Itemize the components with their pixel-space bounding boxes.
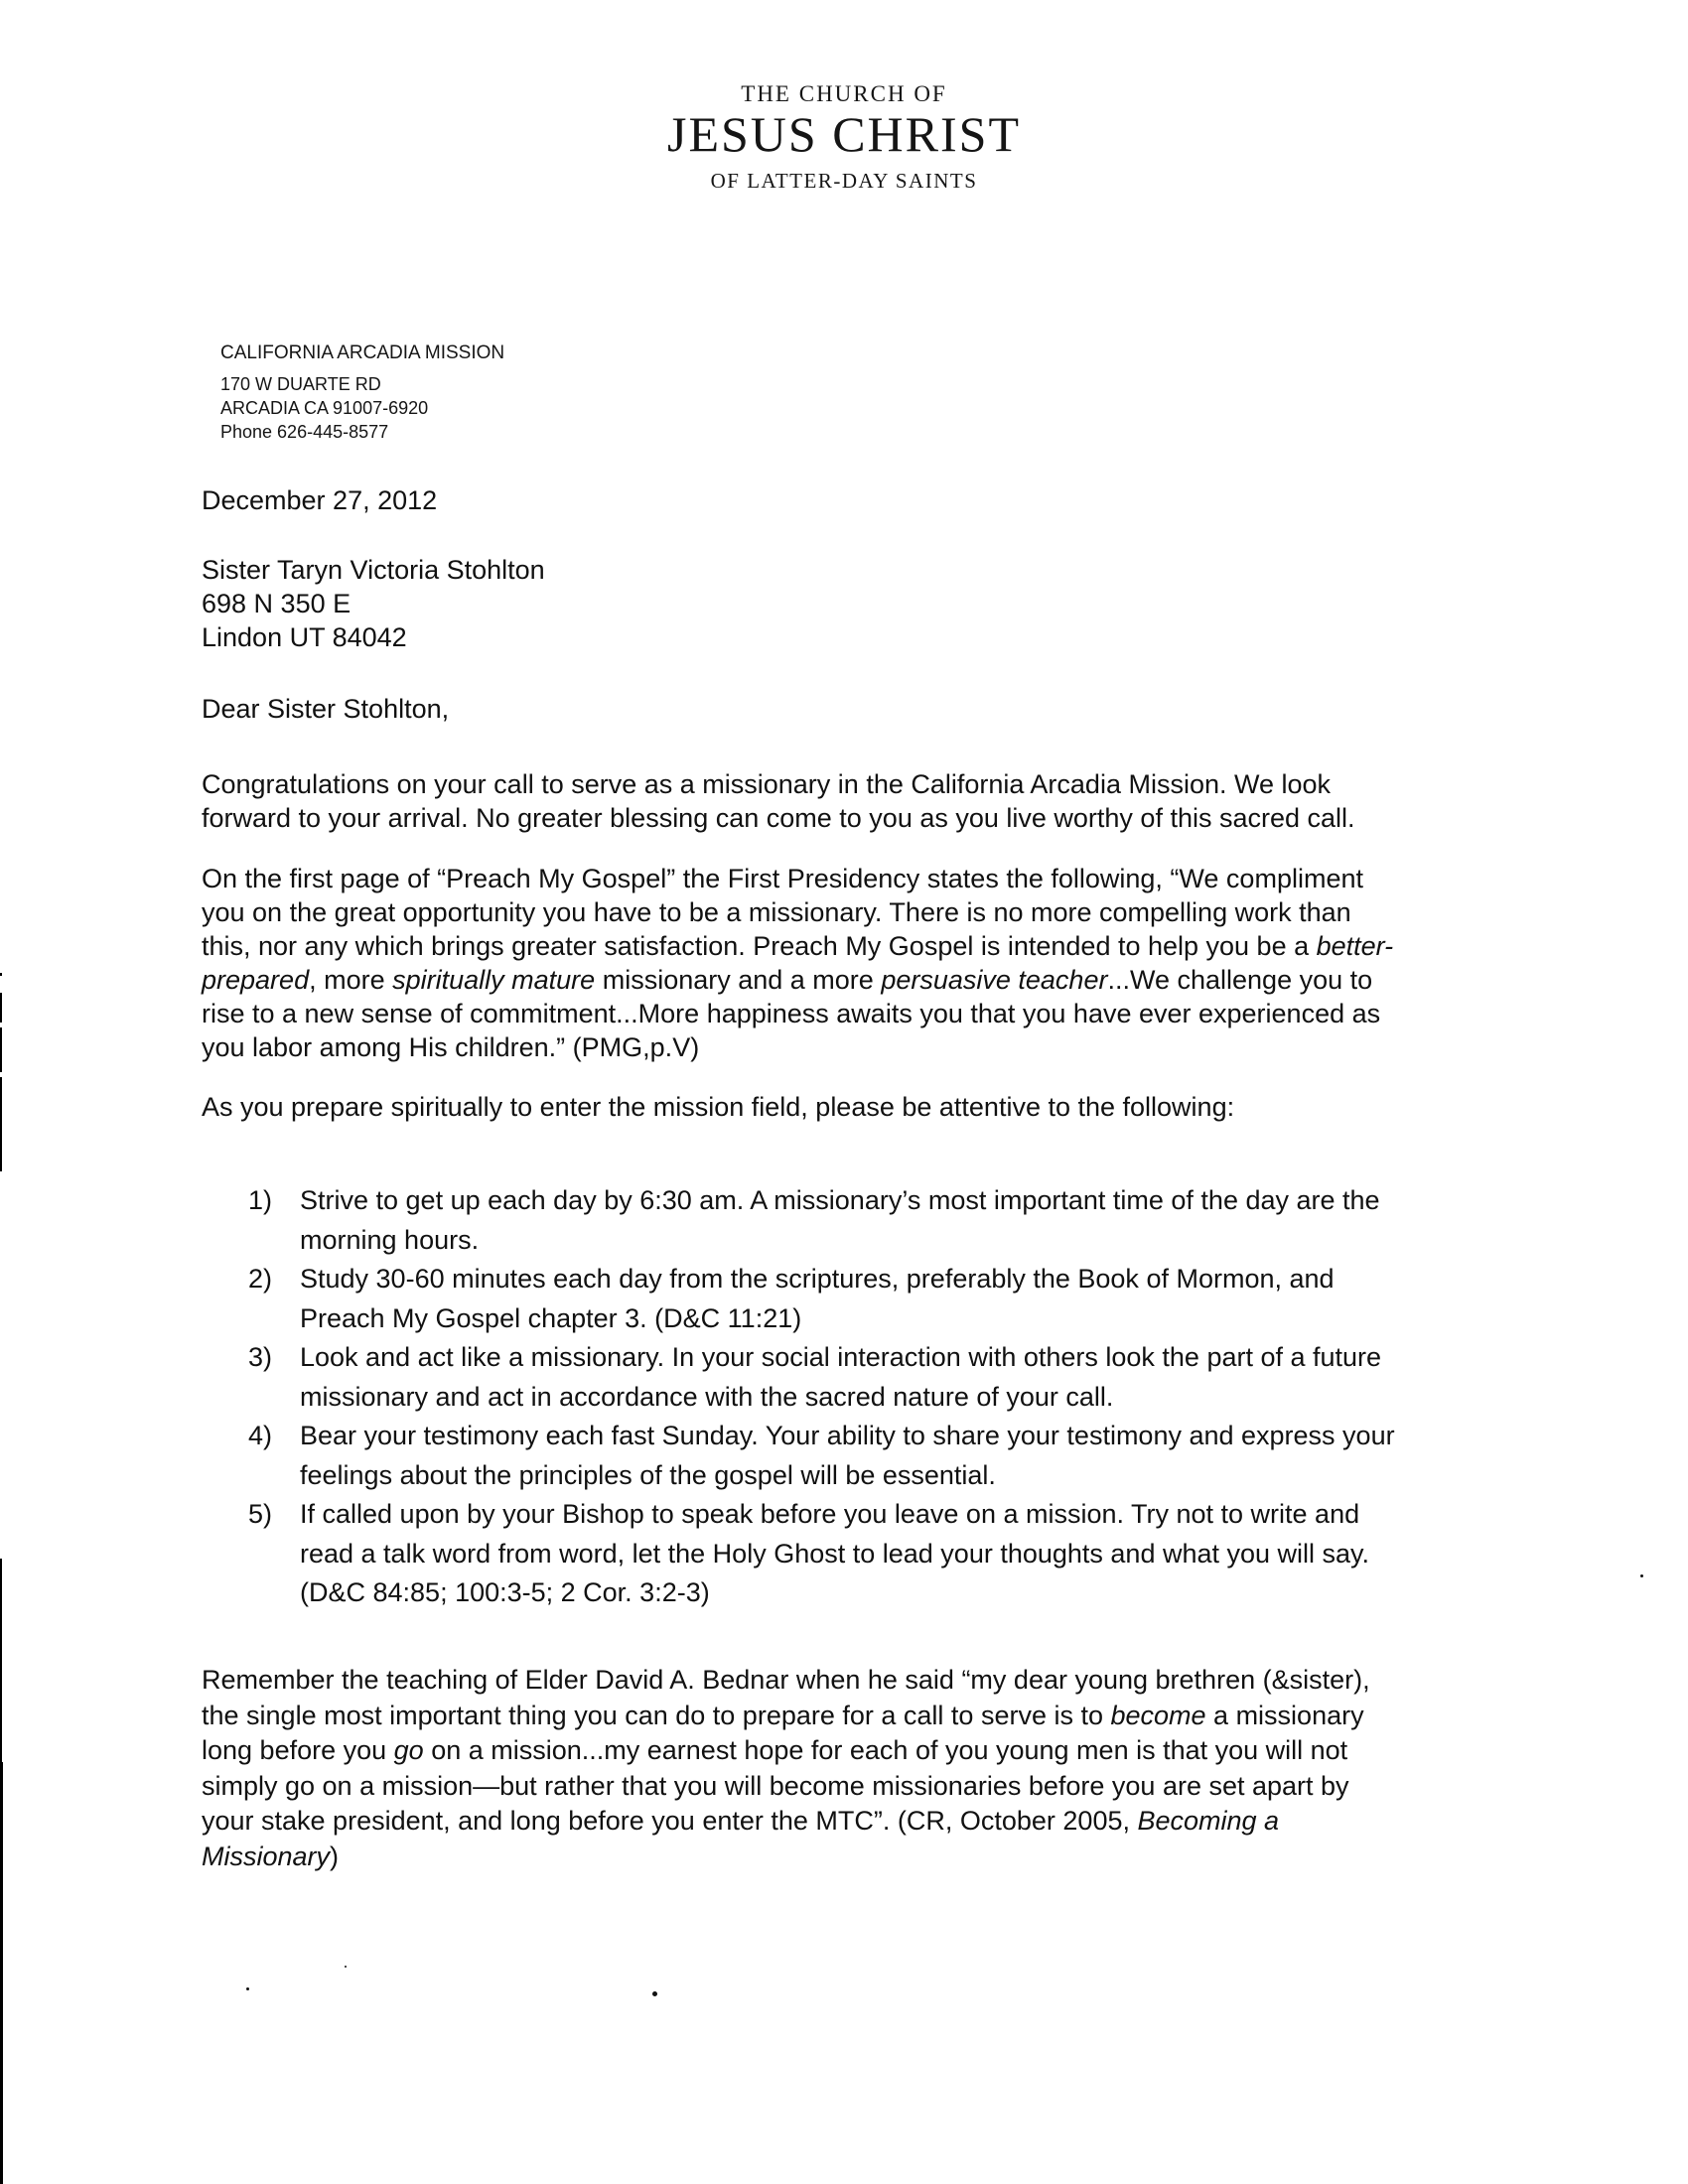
- scan-speck: [246, 1987, 249, 1990]
- paragraph-line: [202, 1733, 1370, 1769]
- recipient-name: Sister Taryn Victoria Stohlton: [202, 555, 545, 585]
- emphasis-text: become: [1110, 1700, 1206, 1730]
- paragraph-line: On the first page of “Preach My Gospel” the First Presidency states the following, “We compliment: [202, 864, 1363, 893]
- letterhead-bottom-line: OF LATTER-DAY SAINTS: [710, 169, 978, 193]
- numbered-list: [248, 1181, 1395, 1613]
- text-run: on a mission...my earnest hope for each of you young men is that you will not: [423, 1735, 1348, 1765]
- letterhead-top-line: THE CHURCH OF: [741, 81, 947, 106]
- letterhead-main-line: JESUS CHRIST: [666, 106, 1022, 162]
- paragraph-preach-my-gospel: [202, 862, 1393, 1064]
- list-item-line: (D&C 84:85; 100:3-5; 2 Cor. 3:2-3): [300, 1577, 710, 1607]
- paragraph-line: simply go on a mission—but rather that you will become missionaries before you are set apart by: [202, 1770, 1349, 1801]
- paragraph-list-intro: As you prepare spiritually to enter the mission field, please be attentive to the following:: [202, 1092, 1235, 1122]
- text-run: ): [330, 1841, 340, 1871]
- paragraph-line: Remember the teaching of Elder David A. Bednar when he said “my dear young brethren (&sister),: [202, 1665, 1370, 1695]
- scan-speck: [652, 1991, 657, 1996]
- paragraph-bednar-quote: [202, 1663, 1370, 1874]
- list-item: [248, 1260, 1395, 1338]
- text-run: the single most important thing you can do to prepare for a call to serve is to: [202, 1700, 1111, 1730]
- scan-edge-mark: [0, 1559, 2, 1762]
- text-run: ...We challenge you to: [1107, 965, 1373, 995]
- text-run: a missionary: [1205, 1700, 1364, 1730]
- paragraph-congratulations: [202, 767, 1355, 835]
- emphasis-text: Becoming a: [1137, 1806, 1280, 1836]
- list-item-number: 3): [248, 1342, 273, 1372]
- paragraph-line: Congratulations on your call to serve as a missionary in the California Arcadia Mission. We look: [202, 769, 1332, 799]
- text-run: long before you: [202, 1735, 394, 1765]
- paragraph-line: [202, 929, 1393, 963]
- emphasis-text: go: [393, 1735, 424, 1765]
- paragraph-line: you on the great opportunity you have to be a missionary. There is no more compelling work than: [202, 897, 1351, 927]
- sender-street: 170 W DUARTE RD: [220, 374, 381, 394]
- list-item-line: Bear your testimony each fast Sunday. Your ability to share your testimony and express your: [300, 1421, 1395, 1450]
- list-item-number: 1): [248, 1185, 273, 1215]
- list-item-line: Study 30-60 minutes each day from the scriptures, preferably the Book of Mormon, and: [300, 1264, 1335, 1294]
- recipient-address: [202, 553, 545, 654]
- emphasis-text: spiritually mature: [392, 965, 596, 995]
- sender-city-state-zip: ARCADIA CA 91007-6920: [220, 398, 429, 418]
- letter-date: December 27, 2012: [202, 485, 438, 515]
- paragraph-line: [202, 1699, 1370, 1734]
- list-item-line: morning hours.: [300, 1224, 480, 1255]
- list-item-line: feelings about the principles of the gospel will be essential.: [300, 1459, 996, 1490]
- scan-speck: [345, 1966, 347, 1968]
- scan-edge-mark: [0, 1762, 3, 2184]
- list-item-line: Preach My Gospel chapter 3. (D&C 11:21): [300, 1302, 802, 1333]
- paragraph-line: forward to your arrival. No greater blessing can come to you as you live worthy of this sacred call.: [202, 803, 1355, 833]
- emphasis-text: Missionary: [202, 1841, 331, 1871]
- list-item-line: If called upon by your Bishop to speak before you leave on a mission. Try not to write and: [300, 1499, 1360, 1529]
- text-run: your stake president, and long before you enter the MTC”. (CR, October 2005,: [202, 1806, 1138, 1836]
- list-item-line: Strive to get up each day by 6:30 am. A missionary’s most important time of the day are the: [300, 1185, 1380, 1215]
- salutation: Dear Sister Stohlton,: [202, 694, 450, 724]
- list-item: [248, 1181, 1395, 1260]
- scan-edge-mark: [0, 1027, 2, 1072]
- text-run: , more: [309, 965, 393, 995]
- list-item: [248, 1417, 1395, 1495]
- scan-edge-mark: [0, 1077, 2, 1171]
- paragraph-line: [202, 963, 1393, 997]
- scan-edge-mark: [0, 993, 2, 1023]
- list-item-number: 5): [248, 1499, 273, 1529]
- list-item-line: read a talk word from word, let the Holy Ghost to lead your thoughts and what you will say.: [300, 1538, 1370, 1569]
- paragraph-line: [202, 1804, 1370, 1840]
- recipient-city-state-zip: Lindon UT 84042: [202, 622, 407, 652]
- sender-mission-name: CALIFORNIA ARCADIA MISSION: [220, 342, 505, 363]
- list-item-line: missionary and act in accordance with the sacred nature of your call.: [300, 1381, 1114, 1412]
- text-run: this, nor any which brings greater satisfaction. Preach My Gospel is intended to help you be a: [202, 931, 1317, 961]
- list-item-number: 4): [248, 1421, 273, 1450]
- emphasis-text: prepared: [202, 965, 310, 995]
- scan-speck: [1640, 1574, 1643, 1577]
- paragraph-line: you labor among His children.” (PMG,p.V): [202, 1032, 700, 1062]
- list-item: [248, 1338, 1395, 1417]
- text-run: missionary and a more: [595, 965, 882, 995]
- scan-edge-mark: [0, 973, 2, 976]
- recipient-street: 698 N 350 E: [202, 589, 352, 618]
- list-item: [248, 1495, 1395, 1613]
- paragraph-line: [202, 1840, 1370, 1875]
- list-item-line: Look and act like a missionary. In your social interaction with others look the part of a future: [300, 1342, 1382, 1372]
- list-item-number: 2): [248, 1264, 273, 1294]
- emphasis-text: persuasive teacher: [881, 965, 1108, 995]
- sender-phone: Phone 626-445-8577: [220, 422, 389, 442]
- sender-address: [220, 372, 428, 444]
- emphasis-text: better-: [1316, 931, 1394, 961]
- paragraph-line: rise to a new sense of commitment...More happiness awaits you that you have ever experienced as: [202, 999, 1381, 1028]
